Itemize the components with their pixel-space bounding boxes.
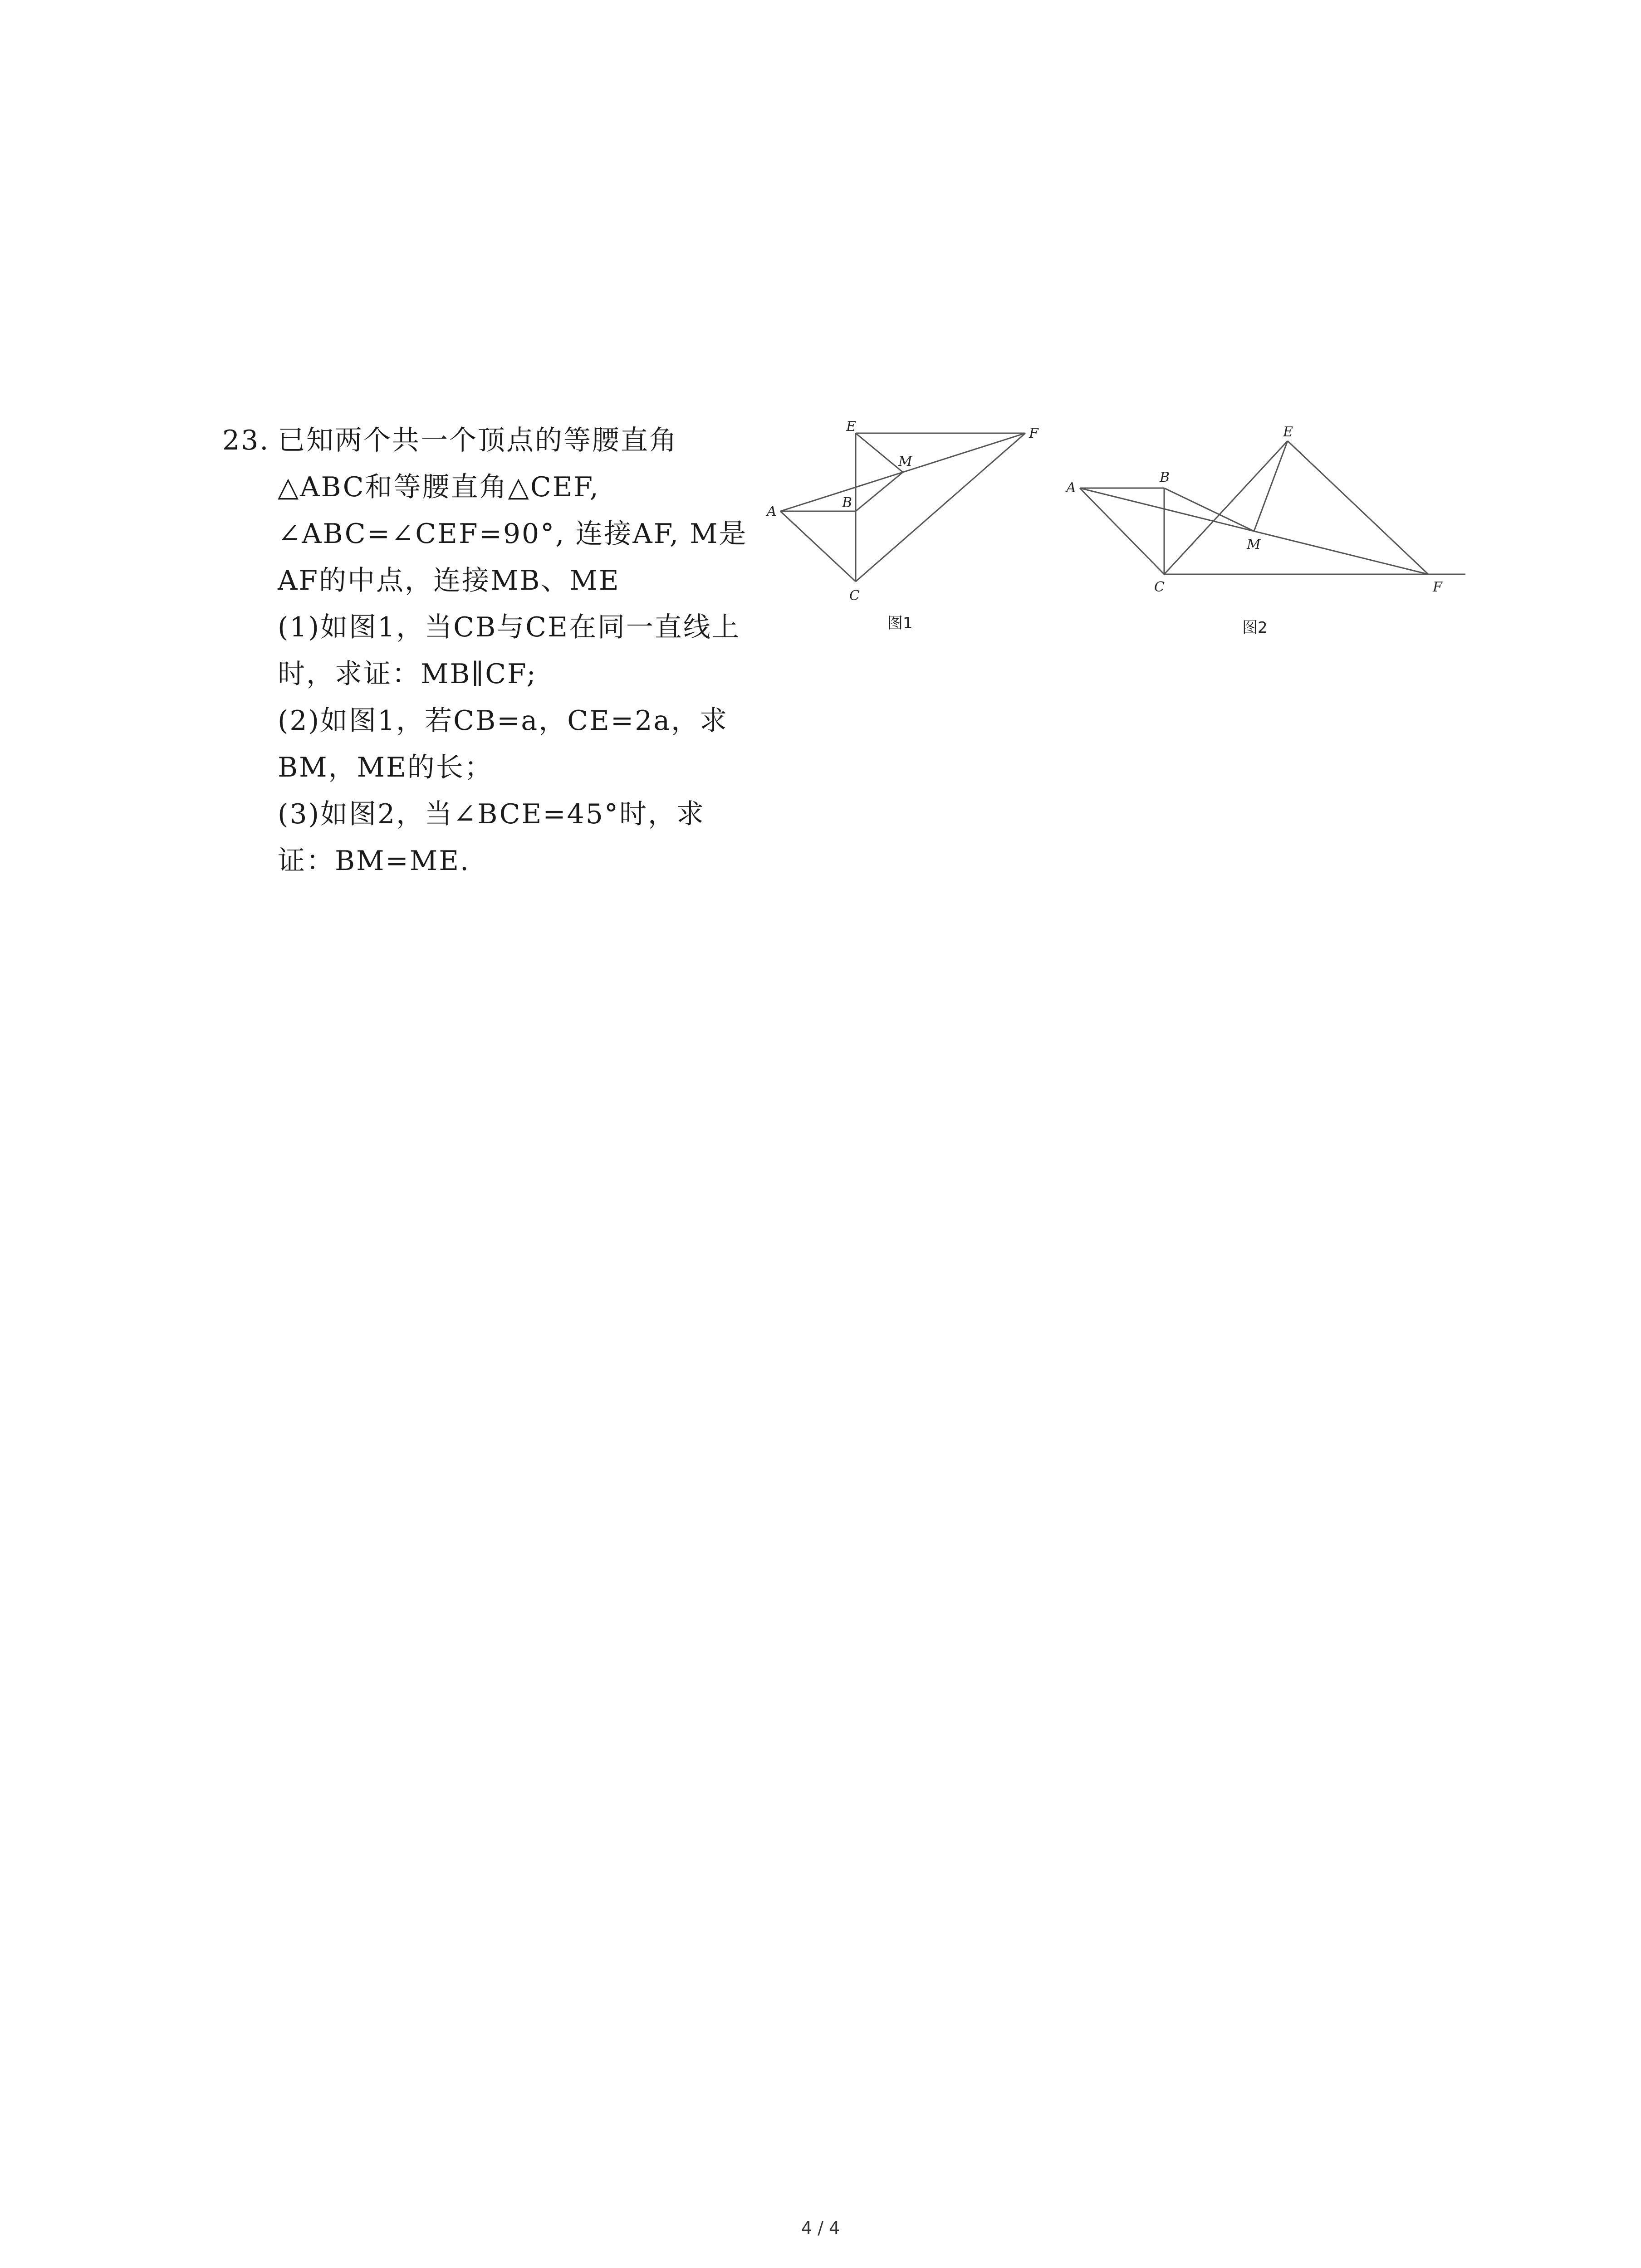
problem-23: [222, 417, 758, 885]
figure-1-diagram: [753, 411, 1062, 646]
label-E: E: [1283, 424, 1293, 440]
figure-2-diagram: [1057, 417, 1465, 644]
figure-2-caption: 图2: [1242, 619, 1268, 637]
figure-1-caption: 图1: [887, 614, 913, 632]
label-F: F: [1433, 579, 1442, 595]
question-1-line: (1)如图1，当CB与CE在同一直线上: [278, 611, 740, 643]
segment-BM: [1164, 488, 1254, 531]
segment-EM: [856, 433, 903, 472]
question-3-line: (3)如图2，当∠BCE=45°时，求: [278, 798, 705, 830]
segment-AC: [1080, 488, 1164, 574]
label-E: E: [846, 419, 856, 435]
label-A: A: [767, 503, 777, 519]
question-2-line: (2)如图1，若CB=a，CE=2a，求: [278, 705, 729, 737]
label-B: B: [1160, 469, 1170, 485]
label-C: C: [849, 588, 860, 604]
problem-line: △ABC和等腰直角△CEF,: [278, 471, 600, 503]
label-M: M: [898, 454, 912, 469]
problem-line: ∠ABC=∠CEF=90°, 连接AF, M是: [278, 518, 748, 550]
segment-EF: [1288, 441, 1428, 574]
segment-CF: [856, 433, 1025, 582]
problem-line: [222, 417, 758, 464]
label-C: C: [1154, 579, 1165, 595]
segment-EM: [1254, 441, 1288, 531]
label-A: A: [1066, 480, 1076, 496]
figure-2-lines: [1080, 441, 1465, 574]
question-1-line: 时，求证：MB∥CF;: [278, 658, 537, 690]
problem-number: 23.: [222, 425, 270, 456]
question-3-line: 证：BM=ME.: [278, 845, 470, 877]
problem-text: 已知两个共一个顶点的等腰直角: [278, 425, 678, 456]
problem-line: AF的中点，连接MB、ME: [278, 565, 620, 596]
label-M: M: [1247, 537, 1261, 552]
segment-AC: [780, 511, 856, 582]
page-indicator: 4 / 4: [801, 2218, 840, 2238]
label-B: B: [842, 495, 852, 511]
segment-BM: [856, 472, 903, 511]
question-2-line: BM，ME的长；: [278, 752, 493, 783]
segment-CE: [1164, 441, 1288, 574]
label-F: F: [1029, 425, 1038, 441]
